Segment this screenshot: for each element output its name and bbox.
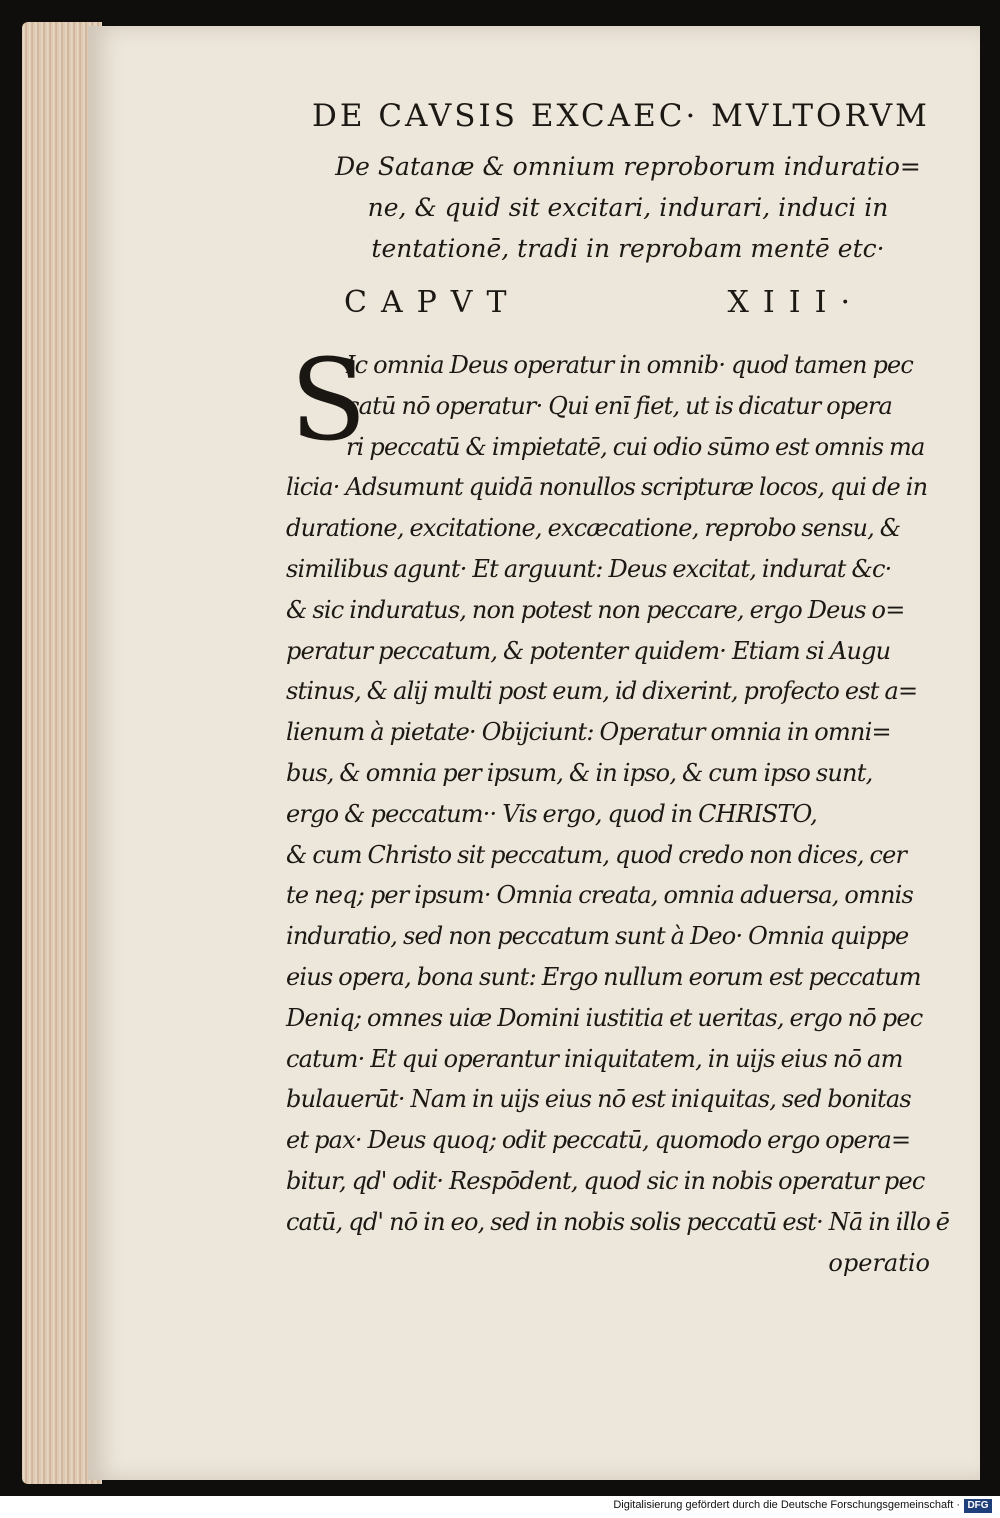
book-page (88, 26, 980, 1480)
subtitle-line: ne, & quid sit excitari, indurari, induci in (367, 193, 889, 222)
catchword: operatio (828, 1248, 930, 1277)
chapter-numeral: XIII· (727, 285, 864, 320)
running-head: DE CAVSIS EXCAEC· MVLTORVM (312, 98, 930, 134)
text-block (286, 96, 950, 1283)
text-line: Ic omnia Deus operatur in omnib· quod tamen pec (346, 351, 914, 379)
drop-cap: S (290, 336, 367, 466)
text-line: duratione, excitatione, excæcatione, reprobo sensu, & (286, 514, 901, 543)
text-line: licia· Adsumunt quidā nonullos scripturæ locos, qui de in (286, 473, 928, 502)
text-line: ergo & peccatum·· Vis ergo, quod in CHRISTO, (286, 799, 817, 828)
text-line: catum· Et qui operantur iniquitatem, in uijs eius nō am (286, 1044, 903, 1073)
text-line: & sic induratus, non potest non peccare, ergo Deus o= (286, 595, 905, 624)
body-text (286, 336, 950, 1283)
funding-credit: Digitalisierung gefördert durch die Deutsche Forschungsgemeinschaft · (613, 1499, 960, 1511)
dfg-logo: DFG (964, 1499, 992, 1513)
text-line: ri peccatū & impietatē, cui odio sūmo est omnis ma (346, 432, 925, 461)
chapter-word: CAPVT (344, 285, 521, 320)
text-line: induratio, sed non peccatum sunt à Deo· Omnia quippe (286, 922, 909, 951)
text-line: Deniq; omnes uiæ Domini iustitia et ueritas, ergo nō pec (286, 1003, 923, 1032)
text-line: lienum à pietate· Obijciunt: Operatur omnia in omni= (286, 718, 891, 747)
subtitle-line: tentationē, tradi in reprobam mentē etc· (371, 234, 885, 263)
text-line: catū nō operatur· Qui enī fiet, ut is dicatur opera (346, 391, 893, 420)
text-line: peratur peccatum, & potenter quidem· Etiam si Augu (286, 636, 891, 665)
text-line: et pax· Deus quoq; odit peccatū, quomodo ergo opera= (286, 1126, 911, 1155)
text-line: te neq; per ipsum· Omnia creata, omnia aduersa, omnis (286, 881, 914, 910)
text-line: & cum Christo sit peccatum, quod credo non dices, cer (286, 840, 907, 869)
text-line: similibus agunt· Et arguunt: Deus excitat, indurat &c· (286, 554, 892, 583)
text-line: bus, & omnia per ipsum, & in ipso, & cum ipso sunt, (286, 758, 873, 787)
text-line: stinus, & alij multi post eum, id dixerint, profecto est a= (286, 677, 918, 706)
text-line: bulauerūt· Nam in uijs eius nō est iniquitas, sed bonitas (286, 1085, 911, 1114)
subtitle-line: De Satanæ & omnium reproborum induratio= (335, 152, 921, 181)
footer-bar (0, 1496, 1000, 1518)
text-line: eius opera, bona sunt: Ergo nullum eorum est peccatum (286, 962, 921, 991)
text-line: bitur, qd' odit· Respōdent, quod sic in nobis operatur pec (286, 1166, 925, 1195)
chapter-subtitle (286, 146, 936, 269)
chapter-heading (286, 283, 864, 323)
text-line: catū, qd' nō in eo, sed in nobis solis peccatū est· Nā in illo ē (286, 1207, 950, 1236)
